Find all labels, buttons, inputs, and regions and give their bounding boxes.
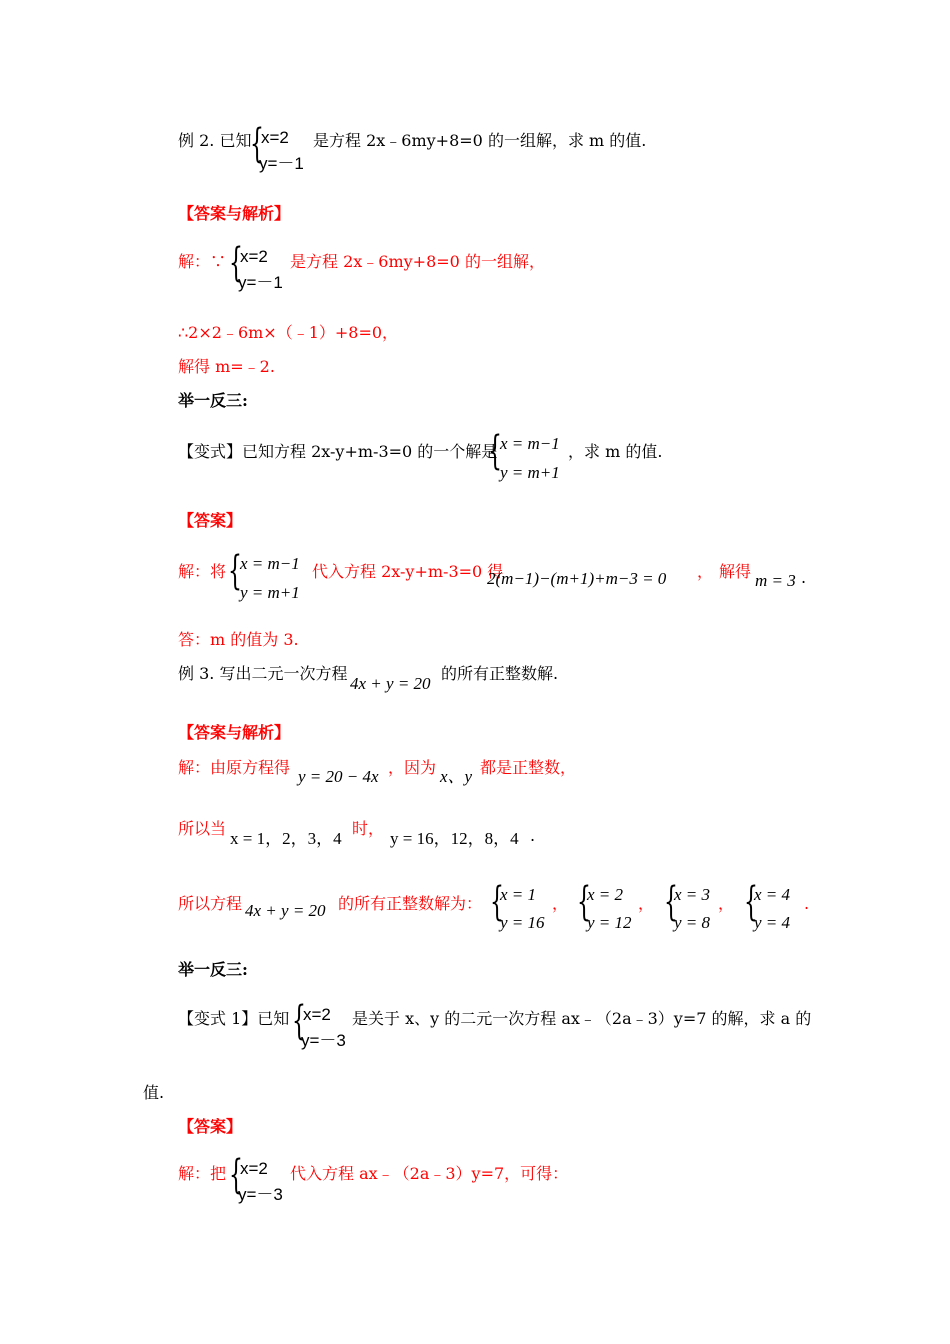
ex3-end: . (804, 894, 810, 913)
variant1-answer-header: 【答案】 (178, 1117, 243, 1136)
variant1-solution-suffix: 代入方程 ax﹣（2a﹣3）y=7，可得： (290, 1164, 569, 1183)
ex2-answer-header: 【答案与解析】 (178, 204, 291, 223)
variant-answer-header: 【答案】 (178, 511, 243, 530)
variant-solution-result: m = 3 (755, 571, 796, 590)
ex2-sol-sys-y: y=－1 (238, 273, 283, 292)
variant1-solution-prefix: 解：把 (178, 1164, 227, 1183)
ex3-separator: ， (718, 894, 735, 913)
ex3-line2-prefix: 所以当 (178, 819, 227, 838)
ex3-separator: ， (552, 894, 569, 913)
ex3-line1-equation: y = 20 − 4x (298, 767, 379, 786)
variant1-sys-y: y=－3 (301, 1031, 346, 1050)
ex3-sol1-x: x = 1 (500, 885, 537, 904)
variant-question-prefix: 【变式】已知方程 2x-y+m-3=0 的一个解是 (178, 442, 498, 461)
variant-solution-get: 解得 (719, 562, 752, 581)
ex2-solution-suffix: 是方程 2x﹣6my+8=0 的一组解， (290, 252, 545, 271)
ex3-line2-y-values: y = 16，12，8，4 (390, 829, 519, 848)
ex3-sol4-y: y = 4 (754, 913, 791, 932)
ex3-sol3-y: y = 8 (674, 913, 711, 932)
variant-solution-equation: 2(m−1)−(m+1)+m−3 = 0 (487, 569, 667, 588)
ex3-question-prefix: 例 3. 写出二元一次方程 (178, 664, 348, 683)
variant-sol-sys-x: x = m−1 (240, 554, 300, 573)
ex3-sol2-x: x = 2 (587, 885, 624, 904)
variant-sol-sys-y: y = m+1 (240, 583, 300, 602)
ex3-line2-x-values: x = 1，2，3，4 (230, 829, 342, 848)
variant-answer: 答：m 的值为 3. (178, 630, 299, 649)
ex3-answer-header: 【答案与解析】 (178, 723, 291, 742)
ex2-sys-y: y=－1 (259, 154, 304, 173)
ex2-step2: 解得 m=﹣2. (178, 357, 275, 376)
variant-header-1: 举一反三: (178, 391, 248, 410)
ex3-question-equation: 4x + y = 20 (350, 674, 431, 693)
ex2-solution-prefix: 解：∵ (178, 252, 227, 271)
variant1-question-continuation: 值. (143, 1083, 165, 1102)
ex2-sol-sys-x: x=2 (240, 247, 268, 266)
ex3-line1-prefix: 解：由原方程得 (178, 758, 291, 777)
ex3-line2-end: . (530, 826, 536, 845)
variant1-sol-sys-x: x=2 (240, 1159, 268, 1178)
variant-sys-y: y = m+1 (500, 463, 560, 482)
ex3-line3-suffix: 的所有正整数解为： (338, 894, 483, 913)
ex3-line1-xy: x、y (440, 767, 473, 786)
ex2-sys-x: x=2 (261, 128, 289, 147)
variant1-sys-x: x=2 (303, 1005, 331, 1024)
ex3-line3-prefix: 所以方程 (178, 894, 243, 913)
ex3-sol3-x: x = 3 (674, 885, 711, 904)
ex3-line1-suffix: 都是正整数， (480, 758, 577, 777)
variant-question-suffix: ，求 m 的值. (568, 442, 663, 461)
ex3-line2-when: 时， (352, 819, 385, 838)
variant-sys-x: x = m−1 (500, 434, 560, 453)
variant-solution-prefix: 解：将 (178, 562, 227, 581)
variant1-sol-sys-y: y=－3 (238, 1185, 283, 1204)
ex3-question-suffix: 的所有正整数解. (441, 664, 559, 683)
ex3-line3-equation: 4x + y = 20 (245, 901, 326, 920)
ex3-sol1-y: y = 16 (500, 913, 545, 932)
variant1-question-suffix: 是关于 x、y 的二元一次方程 ax﹣（2a﹣3）y=7 的解，求 a 的 (352, 1009, 812, 1028)
ex3-line1-middle: ，因为 (388, 758, 437, 777)
variant-solution-middle: 代入方程 2x-y+m-3=0 得 (312, 562, 504, 581)
variant-solution-comma: ， (697, 562, 714, 581)
ex2-step1: ∴2×2﹣6m×（﹣1）+8=0， (178, 323, 399, 342)
ex2-question-suffix: 是方程 2x﹣6my+8=0 的一组解，求 m 的值. (313, 131, 647, 150)
ex3-sol4-x: x = 4 (754, 885, 791, 904)
variant-solution-end: . (801, 568, 807, 587)
variant-header-2: 举一反三: (178, 960, 248, 979)
ex3-separator: ， (638, 894, 655, 913)
ex3-sol2-y: y = 12 (587, 913, 632, 932)
ex2-question-prefix: 例 2. 已知 (178, 131, 252, 150)
variant1-question-prefix: 【变式 1】已知 (178, 1009, 290, 1028)
